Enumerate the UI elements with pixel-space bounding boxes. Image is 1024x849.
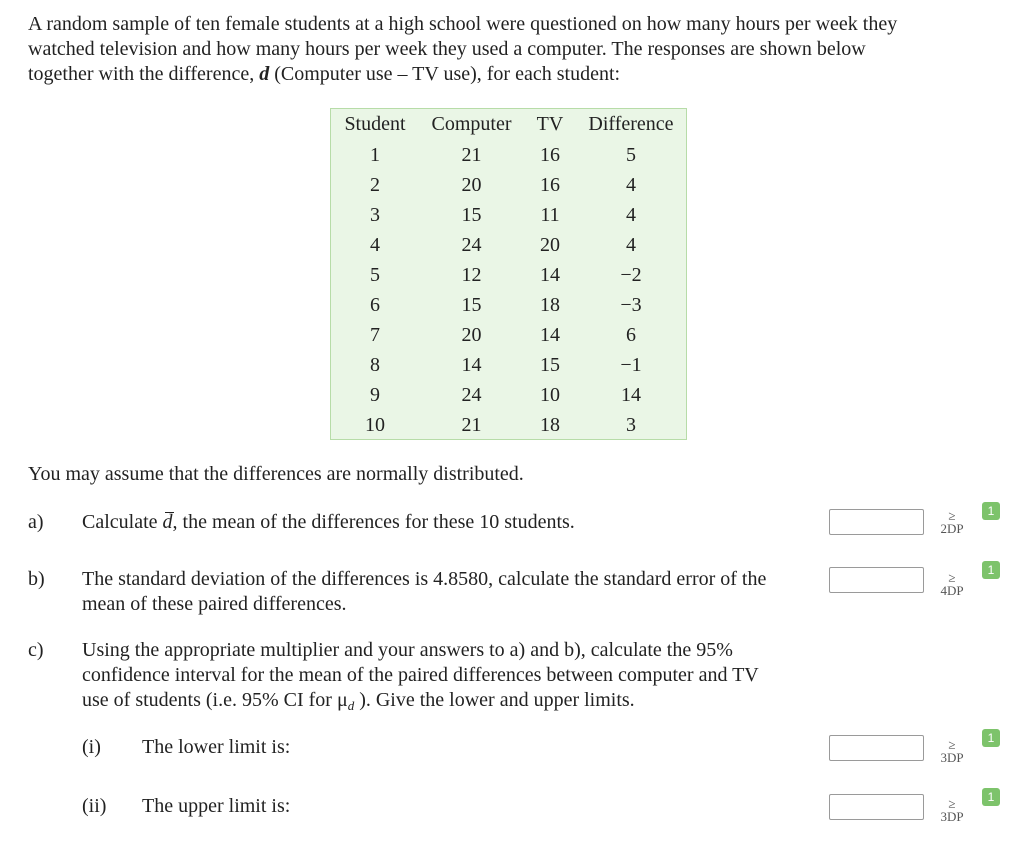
question-b-line-1: The standard deviation of the differences is 4.8580, calculate the standard error of the — [82, 568, 767, 590]
precision-indicator-c-i — [932, 738, 972, 764]
precision-indicator-b — [932, 571, 972, 597]
cell-student: 2 — [370, 173, 380, 196]
question-b-label: b) — [28, 568, 45, 590]
cell-computer: 24 — [461, 383, 482, 406]
cell-student: 7 — [370, 323, 380, 346]
cell-tv: 16 — [540, 143, 560, 166]
cell-difference: 4 — [626, 233, 636, 256]
intro-line-2: watched television and how many hours per week they used a computer. The responses are shown below — [28, 38, 866, 60]
mu-subscript-d: d — [347, 698, 355, 713]
table-body — [331, 140, 686, 440]
table-row — [331, 140, 686, 170]
cell-tv: 20 — [540, 233, 560, 256]
cell-computer: 15 — [461, 203, 482, 226]
data-table-grid — [331, 109, 686, 440]
cell-tv: 14 — [540, 263, 560, 286]
cell-student: 10 — [365, 413, 385, 436]
variable-d: d — [259, 63, 270, 85]
table-row — [331, 350, 686, 380]
cell-computer: 15 — [461, 293, 482, 316]
table-row — [331, 290, 686, 320]
question-c-line-3-pre: use of students (i.e. 95% CI for — [82, 689, 337, 711]
question-a-label: a) — [28, 511, 44, 533]
answer-c-i-input[interactable] — [829, 735, 924, 761]
cell-student: 3 — [370, 203, 380, 226]
question-intro — [28, 12, 988, 87]
precision-indicator-c-ii — [932, 797, 972, 823]
table-row — [331, 170, 686, 200]
cell-difference: 6 — [626, 323, 636, 346]
mu-symbol: μ — [336, 689, 348, 711]
question-c-text — [82, 638, 759, 718]
cell-student: 4 — [370, 233, 380, 256]
geq-icon: ≥ — [948, 796, 956, 811]
column-header-student: Student — [344, 113, 406, 135]
cell-tv: 18 — [540, 293, 560, 316]
cell-computer: 12 — [461, 263, 482, 286]
cell-difference: −2 — [620, 263, 642, 286]
cell-computer: 20 — [461, 323, 482, 346]
cell-tv: 14 — [540, 323, 560, 346]
geq-icon: ≥ — [948, 570, 956, 585]
cell-tv: 16 — [540, 173, 560, 196]
cell-tv: 15 — [540, 353, 560, 376]
intro-line-3-pre: together with the difference, — [28, 63, 260, 85]
precision-indicator-a — [932, 509, 972, 535]
geq-icon: ≥ — [948, 508, 956, 523]
cell-student: 9 — [370, 383, 380, 406]
question-b-line-2: mean of these paired differences. — [82, 593, 347, 615]
cell-computer: 20 — [461, 173, 482, 196]
cell-student: 1 — [370, 143, 380, 166]
cell-computer: 14 — [461, 353, 482, 376]
column-header-tv: TV — [536, 113, 564, 135]
answer-a-input[interactable] — [829, 509, 924, 535]
question-c-line-3-post: ). Give the lower and upper limits. — [354, 689, 635, 711]
table-header-row — [331, 109, 686, 140]
intro-line-1: A random sample of ten female students at a high school were questioned on how many hours per week they — [28, 13, 898, 35]
answer-b-input[interactable] — [829, 567, 924, 593]
table-row — [331, 230, 686, 260]
cell-computer: 21 — [461, 143, 482, 166]
question-a-post: , the mean of the differences for these 10 students. — [172, 511, 575, 533]
table-row — [331, 410, 686, 440]
cell-student: 6 — [370, 293, 380, 316]
table-row — [331, 200, 686, 230]
cell-difference: 4 — [626, 203, 636, 226]
cell-student: 8 — [370, 353, 380, 376]
column-header-computer: Computer — [431, 113, 512, 135]
question-c-ii-label: (ii) — [82, 795, 107, 817]
question-c-line-2: confidence interval for the mean of the paired differences between computer and TV — [82, 664, 759, 686]
table-row — [331, 260, 686, 290]
dp-label-b: 4DP — [940, 583, 964, 598]
cell-difference: −1 — [620, 353, 642, 376]
question-c-i-text: The lower limit is: — [142, 736, 291, 758]
question-c-label: c) — [28, 639, 44, 661]
d-bar-symbol: d — [162, 511, 173, 533]
cell-tv: 10 — [540, 383, 560, 406]
cell-difference: 3 — [626, 413, 636, 436]
cell-student: 5 — [370, 263, 380, 286]
cell-computer: 24 — [461, 233, 482, 256]
cell-difference: 14 — [621, 383, 641, 406]
cell-difference: 4 — [626, 173, 636, 196]
mark-badge-c-ii: 1 — [982, 788, 1000, 806]
cell-tv: 18 — [540, 413, 560, 436]
table-row — [331, 320, 686, 350]
mark-badge-b: 1 — [982, 561, 1000, 579]
mark-badge-a: 1 — [982, 502, 1000, 520]
answer-c-ii-input[interactable] — [829, 794, 924, 820]
dp-label-c-ii: 3DP — [940, 809, 964, 824]
cell-difference: −3 — [620, 293, 642, 316]
geq-icon: ≥ — [948, 737, 956, 752]
intro-line-3-post: (Computer use – TV use), for each student: — [269, 63, 621, 85]
question-c-line-1: Using the appropriate multiplier and your answers to a) and b), calculate the 95% — [82, 639, 733, 661]
question-c-ii-text: The upper limit is: — [142, 795, 291, 817]
data-table — [330, 108, 687, 440]
question-a-text — [82, 510, 575, 535]
cell-tv: 11 — [540, 203, 560, 226]
mark-badge-c-i: 1 — [982, 729, 1000, 747]
table-row — [331, 380, 686, 410]
dp-label-c-i: 3DP — [940, 750, 964, 765]
cell-difference: 5 — [626, 143, 636, 166]
question-a-pre: Calculate — [82, 511, 163, 533]
question-b-text — [82, 567, 766, 617]
assumption-text: You may assume that the differences are normally distributed. — [28, 463, 524, 485]
question-c-i-label: (i) — [82, 736, 101, 758]
cell-computer: 21 — [461, 413, 482, 436]
column-header-difference: Difference — [588, 113, 674, 135]
dp-label-a: 2DP — [940, 521, 964, 536]
